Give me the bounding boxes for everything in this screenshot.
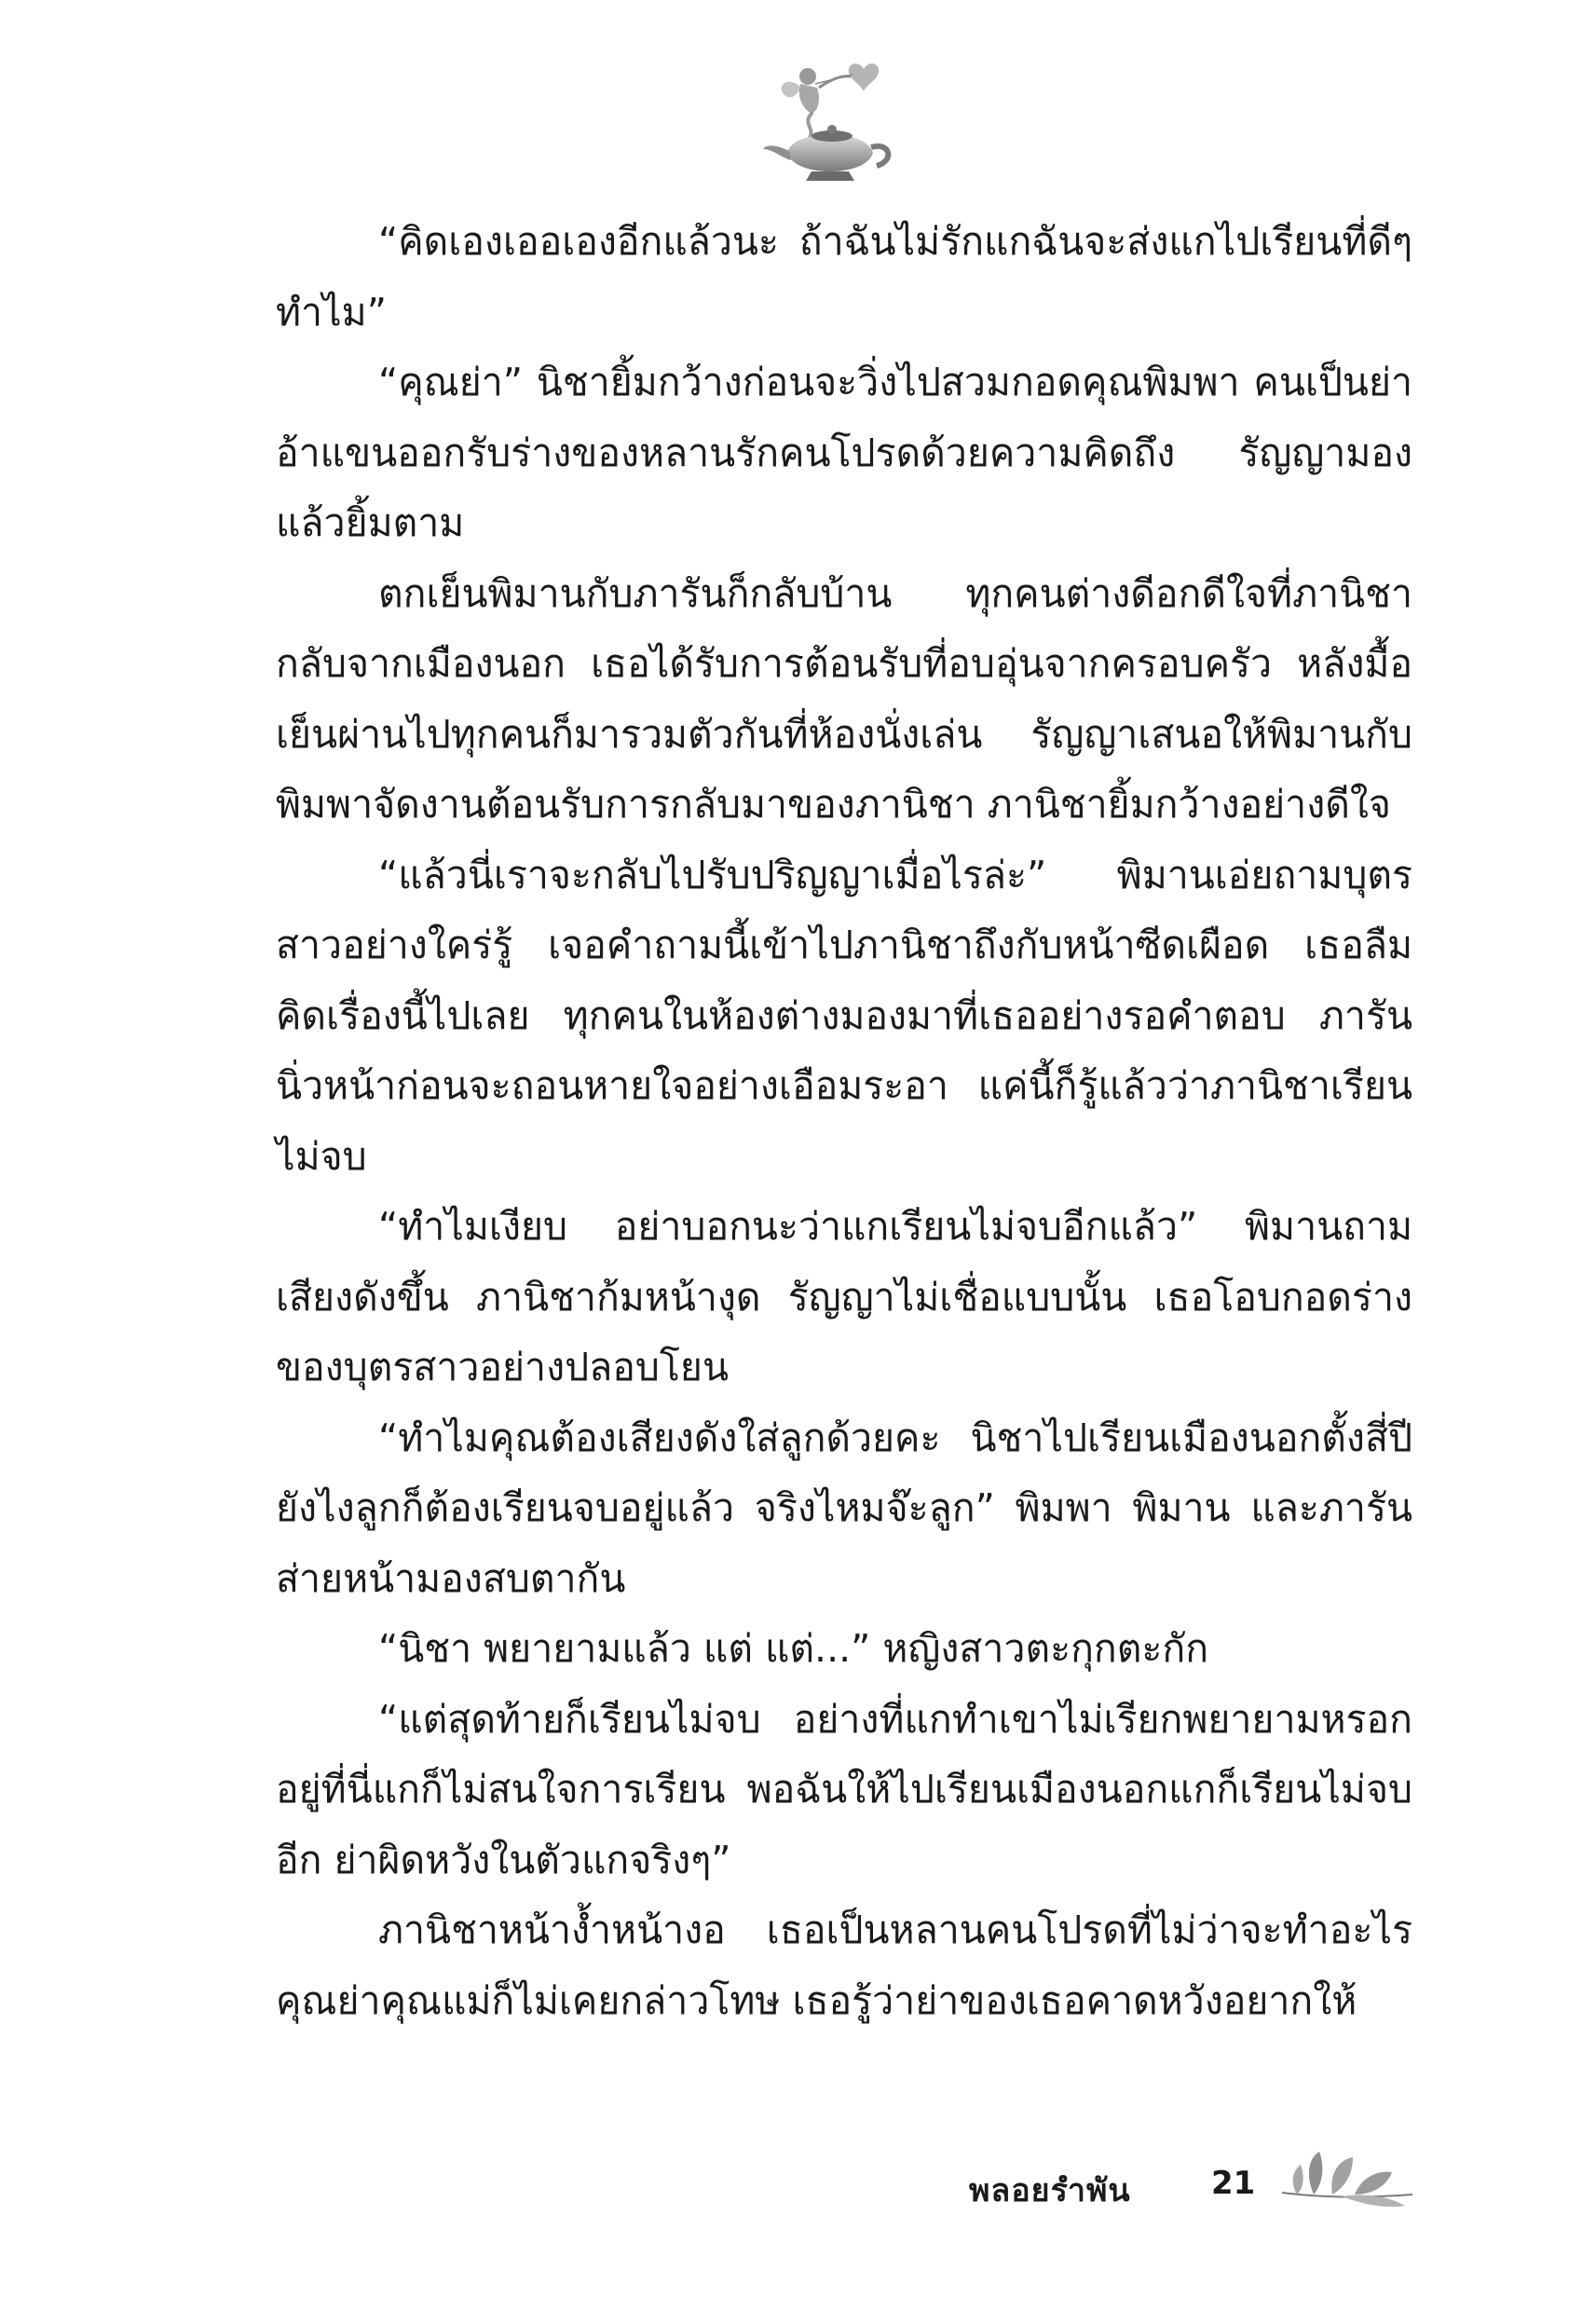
- paragraph: “นิชา พยายามแล้ว แต่ แต่...” หญิงสาวตะกุกตะกัก: [378, 1626, 1209, 1671]
- paragraph: ตกเย็นพิมานกับภารันก็กลับบ้าน ทุกคนต่างดีอกดีใจที่ภานิชากลับจากเมืองนอก เธอได้รับการต้อนรับที่อบอุ่นจากครอบครัว หลังมื้อเย็นผ่านไปทุกคนก็มารวมตัวกันที่ห้องนั่งเล่น รัญญาเสนอให้พิมานกับพิมพาจัดงานต้อนรับการกลับมาของภานิชา ภานิชายิ้มกว้างอย่างดีใจ: [276, 570, 1412, 827]
- leaf-sprig-icon: [1276, 2144, 1416, 2219]
- body-text: [276, 207, 1412, 2036]
- paragraph: “ทำไมเงียบ อย่าบอกนะว่าแกเรียนไม่จบอีกแล้ว” พิมานถามเสียงดังขึ้น ภานิชาก้มหน้างุด รัญญาไม่เชื่อแบบนั้น เธอโอบกอดร่างของบุตรสาวอย่างปลอบโยน: [276, 1204, 1412, 1389]
- paragraph: “คุณย่า” นิชายิ้มกว้างก่อนจะวิ่งไปสวมกอดคุณพิมพา คนเป็นย่าอ้าแขนออกรับร่างของหลานรักคนโปรดด้วยความคิดถึง รัญญามองแล้วยิ้มตาม: [276, 360, 1412, 545]
- paragraph: ภานิชาหน้างํ้าหน้างอ เธอเป็นหลานคนโปรดที่ไม่ว่าจะทำอะไรคุณย่าคุณแม่ก็ไม่เคยกล่าวโทษ เธอรู้ว่าย่าของเธอคาดหวังอยากให้: [276, 1908, 1412, 2023]
- paragraph: “แต่สุดท้ายก็เรียนไม่จบ อย่างที่แกทำเขาไม่เรียกพยายามหรอกอยู่ที่นี่แกก็ไม่สนใจการเรียน พอฉันให้ไปเรียนเมืองนอกแกก็เรียนไม่จบอีก ย่าผิดหวังในตัวแกจริงๆ”: [276, 1696, 1412, 1882]
- book-title: พลอยรำพัน: [969, 2172, 1131, 2209]
- genie-lamp-ornament-icon: [759, 56, 899, 186]
- page-footer: [941, 2137, 1407, 2221]
- paragraph: “ทำไมคุณต้องเสียงดังใส่ลูกด้วยคะ นิชาไปเรียนเมืองนอกตั้งสี่ปียังไงลูกก็ต้องเรียนจบอยู่แล้ว จริงไหมจ๊ะลูก” พิมพา พิมาน และภารันส่ายหน้ามองสบตากัน: [276, 1415, 1412, 1601]
- paragraph: “แล้วนี่เราจะกลับไปรับปริญญาเมื่อไรล่ะ” พิมานเอ่ยถามบุตรสาวอย่างใคร่รู้ เจอคำถามนี้เข้าไปภานิชาถึงกับหน้าซีดเผือด เธอลืมคิดเรื่องนี้ไปเลย ทุกคนในห้องต่างมองมาที่เธออย่างรอคำตอบ ภารันนิ่วหน้าก่อนจะถอนหายใจอย่างเอือมระอา แค่นี้ก็รู้แล้วว่าภานิชาเรียนไม่จบ: [276, 852, 1412, 1179]
- paragraph: “คิดเองเออเองอีกแล้วนะ ถ้าฉันไม่รักแกฉันจะส่งแกไปเรียนที่ดีๆทำไม”: [276, 219, 1412, 335]
- page-number: 21: [1211, 2165, 1256, 2202]
